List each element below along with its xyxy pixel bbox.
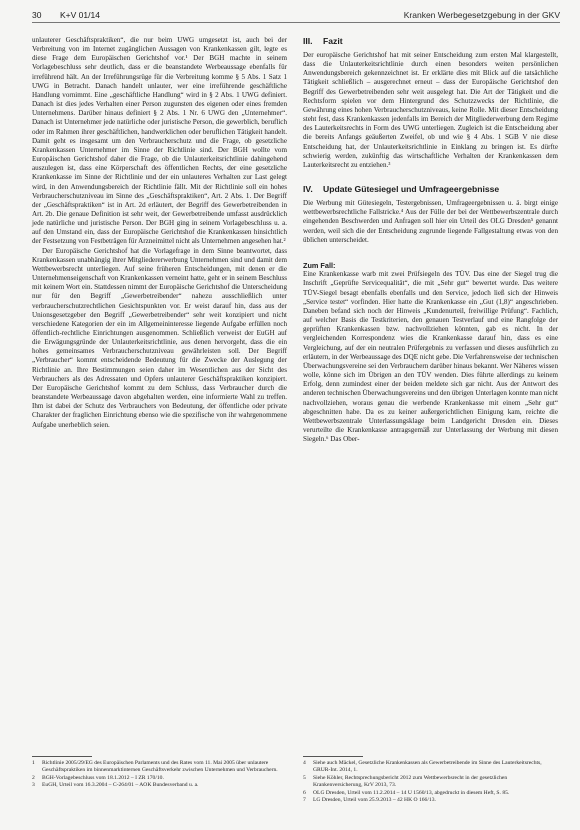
footnote-number: 3 (32, 782, 35, 789)
running-title: Kranken Werbegesetzgebung in der GKV (403, 10, 560, 20)
section-heading-update (303, 184, 558, 195)
footnote (303, 775, 558, 790)
footnote-text: OLG Dresden, Urteil vom 11.2.2014 – 14 U 1560/13, abgedruckt in diesem Heft, S. 85. (313, 789, 510, 796)
section-heading-fazit (303, 36, 558, 47)
footnote-divider (32, 756, 92, 757)
footnote-number: 6 (303, 789, 306, 796)
footnote-text: Siehe auch Mäckel, Gesetzliche Krankenkassen als Gewerbetreibende im Sinne des Lauterkeitsrechts, GRUR-Int. 2014, 1. (313, 760, 542, 774)
section-title: Fazit (323, 36, 343, 46)
footnote (303, 760, 558, 775)
section-title: Update Gütesiegel und Umfrageergebnisse (323, 184, 500, 195)
body-paragraph: Die Werbung mit Gütesiegeln, Testergebnissen, Umfrageergebnissen u. ä. birgt einige wettbewerbsrechtliche Fallstricke.⁴ Aus der Fülle der bei der Wettbewerbszentrale durch eingehenden Beschwerden und Anfragen soll hier ein Urteil des OLG Dresden⁵ genannt werden, weil sich die der Entscheidung zugrunde liegende Fallgestaltung etwas von den üblichen unterscheidet. (303, 199, 558, 244)
footnote (32, 760, 287, 775)
footnote-text: Siehe Köhler, Rechtsprechungsbericht 2012 zum Wettbewerbsrecht in der gesetzlichen Krankenversicherung, KrV 2013, 73. (313, 774, 508, 789)
footnote-text: LG Dresden, Urteil vom 25.9.2013 – 42 HK O 166/13. (313, 797, 436, 804)
footnote (32, 782, 287, 789)
page-number: 30 (32, 10, 42, 20)
journal-issue: K+V 01/14 (60, 10, 100, 20)
footnote-divider (303, 756, 363, 757)
footnote-number: 4 (303, 760, 306, 766)
footnote-text: BGH-Vorlagebeschluss vom 18.1.2012 – I ZR 170/10. (42, 774, 164, 781)
footnote-number: 2 (32, 774, 35, 781)
body-paragraph: Der europäische Gerichtshof hat mit seiner Entscheidung zum ersten Mal klargestellt, dass die Unlauterkeitsrichtlinie durch einen besonders weiten persönlichen Anwendungsbereich gekennzeichnet ist. Er erklärte dies mit Blick auf die tatsächliche Tätigkeit schließlich – ausgerechnet erneut – dass der Europäische Gerichtshof den Begriff des Gewerbetreibenden sehr weit ausgelegt hat. Die Art der Tätigkeit und die Rechtsform spielen vor dem Hintergrund des Schutzzwecks der Richtlinie, die Gewährung eines hohen Verbraucherschutzniveaus, keine Rolle. Mit dieser Entscheidung steht fest, dass Krankenkassen jedenfalls im Bereich der Mitgliederwerbung dem Regime des Lauterkeitsrechts in Form des UWG unterliegen. Zugleich ist die Entscheidung aber die bereits Anfangs geäußerten Zweifel, ob und wie § 4 Abs. 1 SGB V nie diese Entscheidung hat, der Unlauterkeitsrichtlinie in Einklang zu bringen ist. Es dürfte schwierig werden, zukünftig das wirtschaftliche Verhalten der Krankenkassen dem Lauterkeitsrecht zu entziehen.³ (303, 51, 558, 169)
footnotes-right (303, 756, 558, 804)
section-number: IV. (303, 184, 313, 195)
footnotes-left (32, 756, 287, 790)
footnote (303, 797, 558, 804)
header-divider (32, 22, 560, 23)
left-column (32, 36, 287, 430)
footnote (303, 790, 558, 797)
body-paragraph: unlauterer Geschäftspraktiken“, die nur beim UWG umgesetzt ist, auch bei der Verbreitung von im Internet zugänglichen Aussagen von Krankenkassen gilt, legte es diese Frage dem Europäischen Gerichtshof vor.¹ Der BGH machte in seinem Vorlagebeschluss sehr deutlich, dass er die beanstandete Werbeaussage ebenfalls für irreführend hält. An der Irreführungsrüge für die Verbreitung komme § 5 Abs. 1 Satz 1 UWG in Betracht. Danach handelt unlauter, wer eine irreführende geschäftliche Handlung vornimmt. Eine „geschäftliche Handlung“ wird in § 2 Abs. 1 UWG definiert. Danach ist dies jedes Verhalten einer Person zugunsten des eigenen oder eines fremden Unternehmens. Darüber hinaus definiert § 2 Abs. 1 Nr. 6 UWG den „Unternehmer“. Danach ist Unternehmer jede natürliche oder juristische Person, die gewerblich, beruflich oder im Rahmen ihrer geschäftlichen, handwerklichen oder beruflichen Tätigkeit handelt. Damit geht es insgesamt um den Verbraucherschutz und die Frage, ob gesetzliche Krankenkassen Unternehmer im Sinne der Richtlinie sind. Der BGH wollte vom Europäischen Gerichtshof daher die Frage, ob die Unlauterkeitsrichtlinie dahingehend auszulegen ist, dass eine Körperschaft des öffentlichen Rechts, der eine gesetzliche Krankenkasse im Sinne der Richtlinie und der ein unlauteres Verhalten zur Last gelegt wird, in den Anwendungsbereich der Richtlinie fällt. Mit der Richtlinie soll ein hohes Verbraucherschutzniveau im Sinne des „Geschäftspraktiken“, Art. 2 Abs. 1. Der Begriff der „Geschäftspraktiken“ ist in Art. 2d erläutert, der Begriff des Gewerbetreibenden in Art. 2b. Die genaue Definition ist sehr weit, der Gewerbetreibende umfasst ausdrücklich jede natürliche und juristische Person. Der BGH ging in seinem Vorlagebeschluss u. a. auf den Umstand ein, dass der Europäische Gerichtshof die Krankenkassen hinsichtlich der Festsetzung von Festbeträgen für Arzneimittel nicht als Unternehmen angesehen hat.² (32, 36, 287, 246)
body-paragraph: Der Europäische Gerichtshof hat die Vorlagefrage in dem Sinne beantwortet, dass Krankenkassen unabhängig ihrer Mitgliedererwerbung Unternehmen sind und damit dem Wettbewerbsrecht unterliegen. Auf seine früheren Entscheidungen, mit denen er die Unternehmenseigenschaft von Krankenkassen verneint hatte, geht er in seinem Beschluss mit keinem Wort ein. Stattdessen nimmt der Europäische Gerichtshof die Unterscheidung nur für den Begriff „Gewerbetreibender“ nahezu ausschließlich unter verbraucherschutzrechtlichen Gesichtspunkten vor. Er weist darauf hin, dass aus der Unionsgesetzgeber den Begriff „Gewerbetreibender“ sehr weit konzipiert und nicht verschiedene Kategorien der ein im Allgemeininteresse liegende Aufgabe erfüllen noch öffentlich-rechtliche Einrichtungen ausgenommen. Schließlich verweist der EuGH auf die Erwägungsgründe der Unlauterkeitsrichtlinie, aus denen hervorgeht, dass die ein hohes gemeinsames Verbraucherschutzniveau gewährleisten soll. Der Begriff „Verbraucher“ kommt entscheidende Bedeutung für die Zwecke der Auslegung der Richtlinie an. Ihre Bestimmungen seien daher im Wesentlichen aus der Sicht des Verbrauchers als des Adressaten und Opfers unlauterer Geschäftspraktiken konzipiert. Der Europäische Gerichtshof kommt zu dem Schluss, dass Verbraucher durch die beanstandete Werbeaussage davon abgehalten werden, eine informierte Wahl zu treffen. Ihm ist dabei der Schutz des Verbrauchers von Bedeutung, der öffentliche oder private Charakter der fraglichen Einrichtung ebenso wie die spezifische von ihr wahrgenommene Aufgabe unerheblich seien. (32, 246, 287, 429)
footnote-number: 1 (32, 760, 35, 766)
footnote (32, 775, 287, 782)
body-paragraph: Eine Krankenkasse warb mit zwei Prüfsiegeln des TÜV. Das eine der Siegel trug die Inschrift „Geprüfte Servicequalität“, die mit „Sehr gut“ bewertet wurde. Das weitere TÜV-Siegel besagt ebenfalls ebenfalls und den Service, jedoch ließ sich der Hinweis „Service testet“ vorfinden. Hier hatte die Krankenkasse ein „Gut (1,8)“ angeschrieben. Daneben befand sich noch der Hinweis „Kundenurteil, freiwillige Prüfung“. Fachlich, auf welcher Basis die Testkriterien, den genauen Testverlauf und eine Rangfolge der geprüften Krankenkassen bzw. nachvollziehen könnten, gab es nicht. In der vergleichenden Korrespondenz wies die Krankenkasse darauf hin, dass es eine Vergleichung, auf der ein neutralen Prüfergebnis zu verfassen und dieses ausführlich zu erläutern, in der Werbeaussage des DQE nicht gebe. Die Verfahrensweise der technischen Überwachungsvereine sei den Verbrauchern darüber hinaus bekannt. Wer Näheres wissen wolle, könne sich im Übrigen an den TÜV wenden. Dies führte allerdings zu keinem Erfolg, denn zumindest einer der beiden meldete sich gar nicht. Aus der Antwort des anderen technischen Überwachungsvereins und den übrigen Unterlagen konnte man nicht nachvollziehen, woraus genau die werbende Krankenkasse mit einem „Sehr gut“ abgeschnitten habe. Da es zu keiner außergerichtlichen Einigung kam, reichte die Wettbewerbszentrale Unterlassungsklage beim Landgericht Dresden ein. Dieses verurteilte die Krankenkasse antragsgemäß zur Unterlassung der Werbung mit diesen Siegeln.⁶ Das Ober- (303, 270, 558, 444)
footnote-number: 7 (303, 797, 306, 804)
case-heading: Zum Fall: (303, 260, 336, 270)
right-column (303, 36, 558, 444)
footnote-number: 5 (303, 774, 306, 781)
section-number: III. (303, 36, 313, 46)
footnote-text: EuGH, Urteil vom 16.3.2004 – C-264/01 – AOK Bundesverband u. a. (42, 782, 199, 789)
footnote-text: Richtlinie 2005/29/EG des Europäischen Parlaments und des Rates vom 11. Mai 2005 über unlautere Geschäftspraktiken im binnenmarktinternen Geschäftsverkehr zwischen Unternehmen und Verbrauchern. (42, 760, 278, 774)
